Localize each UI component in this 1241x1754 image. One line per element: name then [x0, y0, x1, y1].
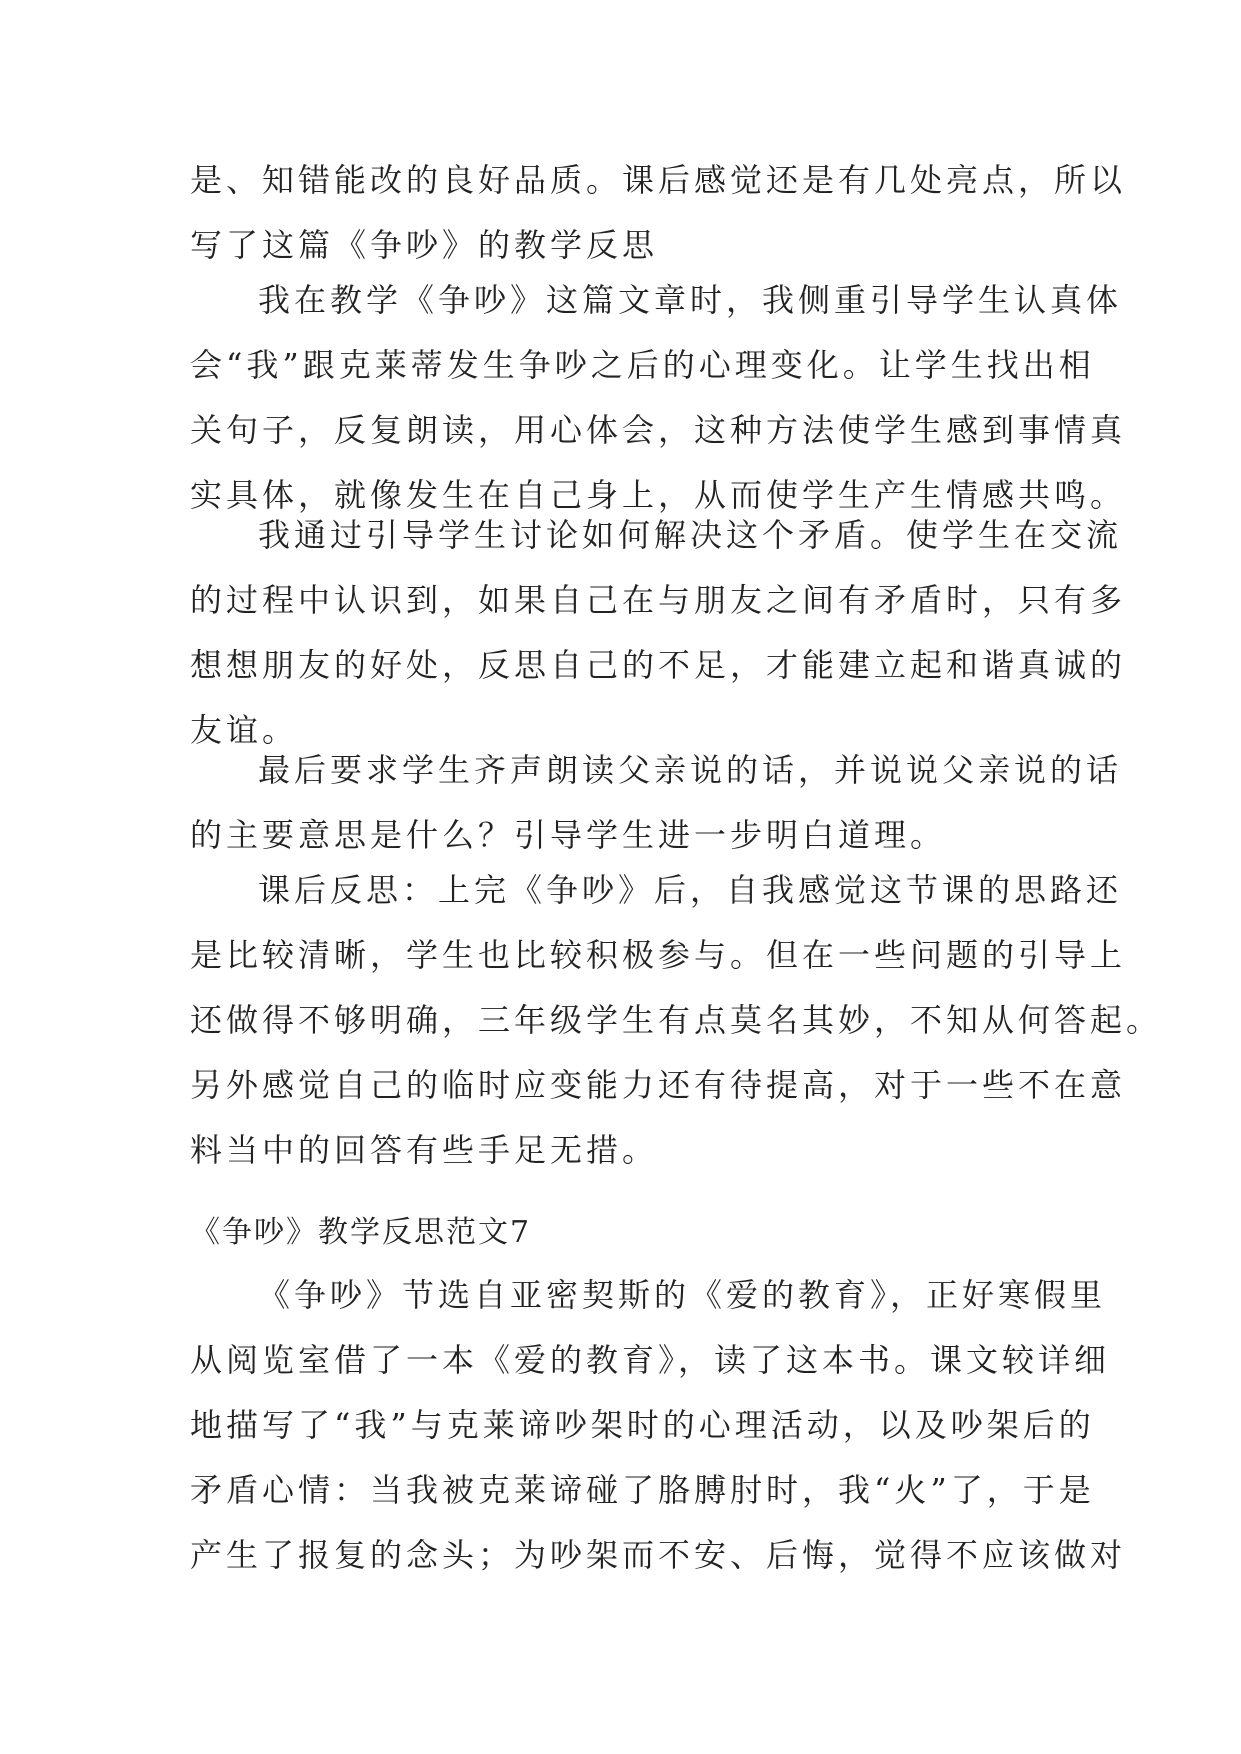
text-line: 《争吵》节选自亚密契斯的《爱的教育》，正好寒假里: [258, 1276, 1107, 1314]
section-heading-block: [190, 1200, 1060, 1265]
text-line: 课后反思：上完《争吵》后，自我感觉这节课的思路还: [258, 871, 1123, 909]
section-heading: 《争吵》教学反思范文7: [190, 1215, 532, 1250]
text-line: 想想朋友的好处，反思自己的不足，才能建立起和谐真诚的: [190, 646, 1127, 684]
text-line: 还做得不够明确，三年级学生有点莫名其妙，不知从何答起。: [190, 1001, 1163, 1039]
text-line: 另外感觉自己的临时应变能力还有待提高，对于一些不在意: [190, 1066, 1127, 1104]
paragraph-5: [190, 1263, 1127, 1588]
paragraph-4: [190, 858, 1163, 1183]
text-line: 我在教学《争吵》这篇文章时，我侧重引导学生认真体: [258, 281, 1123, 319]
text-line: 会“我”跟克莱蒂发生争吵之后的心理变化。让学生找出相: [190, 346, 1095, 384]
text-line: 的过程中认识到，如果自己在与朋友之间有矛盾时，只有多: [190, 581, 1127, 619]
text-line: 地描写了“我”与克莱谛吵架时的心理活动，以及吵架后的: [190, 1406, 1095, 1444]
paragraph-2: [190, 503, 1127, 763]
text-line: 从阅览室借了一本《爱的教育》，读了这本书。课文较详细: [190, 1341, 1111, 1379]
text-line: 是比较清晰，学生也比较积极参与。但在一些问题的引导上: [190, 936, 1127, 974]
text-line: 我通过引导学生讨论如何解决这个矛盾。使学生在交流: [258, 516, 1123, 554]
text-line: 写了这篇《争吵》的教学反思: [190, 226, 659, 264]
text-line: 产生了报复的念头；为吵架而不安、后悔，觉得不应该做对: [190, 1536, 1127, 1574]
text-line: 矛盾心情：当我被克莱谛碰了胳膊肘时，我“火”了，于是: [190, 1471, 1095, 1509]
text-line: 实具体，就像发生在自己身上，从而使学生产生情感共鸣。: [190, 476, 1127, 514]
text-line: 关句子，反复朗读，用心体会，这种方法使学生感到事情真: [190, 411, 1127, 449]
text-line: 的主要意思是什么？引导学生进一步明白道理。: [190, 816, 947, 854]
text-line: 友谊。: [190, 711, 299, 749]
continuation-paragraph: [190, 148, 1127, 278]
paragraph-3: [190, 738, 1123, 868]
text-line: 是、知错能改的良好品质。课后感觉还是有几处亮点，所以: [190, 161, 1127, 199]
text-line: 最后要求学生齐声朗读父亲说的话，并说说父亲说的话: [258, 751, 1123, 789]
text-line: 料当中的回答有些手足无措。: [190, 1131, 659, 1169]
paragraph-1: [190, 268, 1127, 528]
